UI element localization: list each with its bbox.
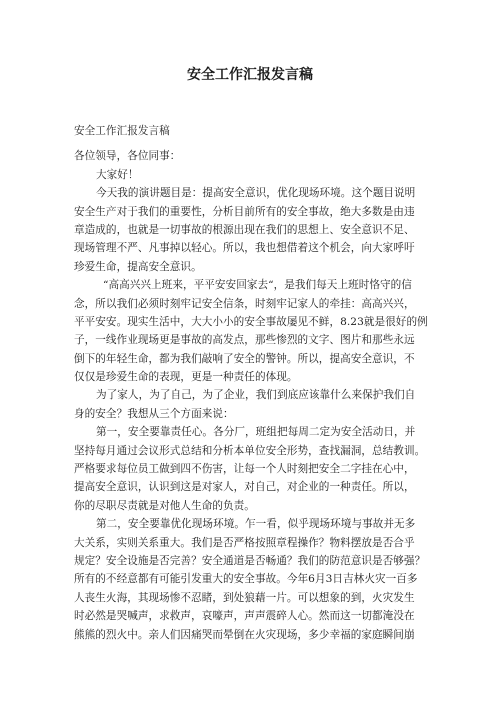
paragraph-line: 你的尽职尽责就是对他人生命的负责。 xyxy=(74,499,255,512)
paragraph-line: 珍爱生命，提高安全意识。 xyxy=(74,260,202,273)
paragraph-line: 熊熊的烈火中。亲人们因痛哭而晕倒在火灾现场，多少幸福的家庭瞬间崩 xyxy=(74,628,415,641)
paragraph-line: 人丧生火海，其现场惨不忍睹，到处狼藉一片。可以想象的到，火灾发生 xyxy=(74,591,415,604)
paragraph-line: 规定？安全设施是否完善？安全通道是否畅通？我们的防范意识是否够强？ xyxy=(74,554,426,567)
paragraph-line: 仅仅是珍爱生命的表现，更是一种责任的体现。 xyxy=(74,371,298,384)
paragraph-line: 大关系，实则关系重大。我们是否严格按照章程操作？物料摆放是否合乎 xyxy=(74,536,415,549)
paragraph-line: 严格要求每位员工做到四不伤害，让每一个人时刻把安全二字挂在心中， xyxy=(74,463,415,476)
paragraph-line: “高高兴兴上班来，平平安安回家去“，是我们每天上班时恪守的信 xyxy=(103,279,412,292)
paragraph-line: 第二，安全要靠优化现场环境。乍一看，似乎现场环境与事故并无多 xyxy=(96,518,416,531)
paragraph-line: 倒下的年轻生命，都为我们敲响了安全的警钟。所以，提高安全意识，不 xyxy=(74,352,415,365)
paragraph-line: 现场管理不严、凡事掉以轻心。所以，我也想借着这个机会，向大家呼吁 xyxy=(74,242,415,255)
greeting-line: 大家好！ xyxy=(96,168,139,181)
paragraph-line: 章造成的，也就是一切事故的根源出现在我们的思想上、安全意识不足、 xyxy=(74,223,415,236)
document-title: 安全工作汇报发言稿 xyxy=(187,67,313,83)
body-line: 安全工作汇报发言稿 xyxy=(74,125,170,137)
paragraph-line: 时必然是哭喊声，求救声，哀嚎声，声声震碎人心。然而这一切都淹没在 xyxy=(74,610,415,623)
paragraph-line: 安全生产对于我们的重要性，分析目前所有的安全事故，绝大多数是由违 xyxy=(74,205,415,218)
spacer xyxy=(74,140,434,147)
paragraph-line: 所有的不经意都有可能引发重大的安全事故。今年6月3日吉林火灾一百多 xyxy=(74,573,418,586)
document-body xyxy=(74,122,434,644)
paragraph-line: 提高安全意识，认识到这是对家人，对自己，对企业的一种责任。所以， xyxy=(74,481,415,494)
paragraph-line: 身的安全？我想从三个方面来说： xyxy=(74,407,234,420)
paragraph-line: 念，所以我们必须时刻牢记安全信条，时刻牢记家人的牵挂：高高兴兴， xyxy=(74,297,415,310)
paragraph-line: 第一，安全要靠责任心。各分厂，班组把每周二定为安全活动日，并 xyxy=(96,426,416,439)
paragraph-line: 坚持每月通过会议形式总结和分析本单位安全形势，查找漏洞，总结教训。 xyxy=(74,444,426,457)
paragraph-line: 子，一线作业现场更是事故的高发点，那些惨烈的文字、图片和那些永远 xyxy=(74,334,415,347)
paragraph-line: 为了家人，为了自己，为了企业，我们到底应该靠什么来保护我们自 xyxy=(96,389,416,402)
paragraph-line: 今天我的演讲题目是：提高安全意识，优化现场环境。这个题目说明 xyxy=(96,187,416,200)
paragraph-line: 平平安安。现实生活中，大大小小的安全事故屡见不鲜，8.23就是很好的例 xyxy=(74,315,428,328)
salutation-line: 各位领导，各位同事： xyxy=(74,150,181,163)
